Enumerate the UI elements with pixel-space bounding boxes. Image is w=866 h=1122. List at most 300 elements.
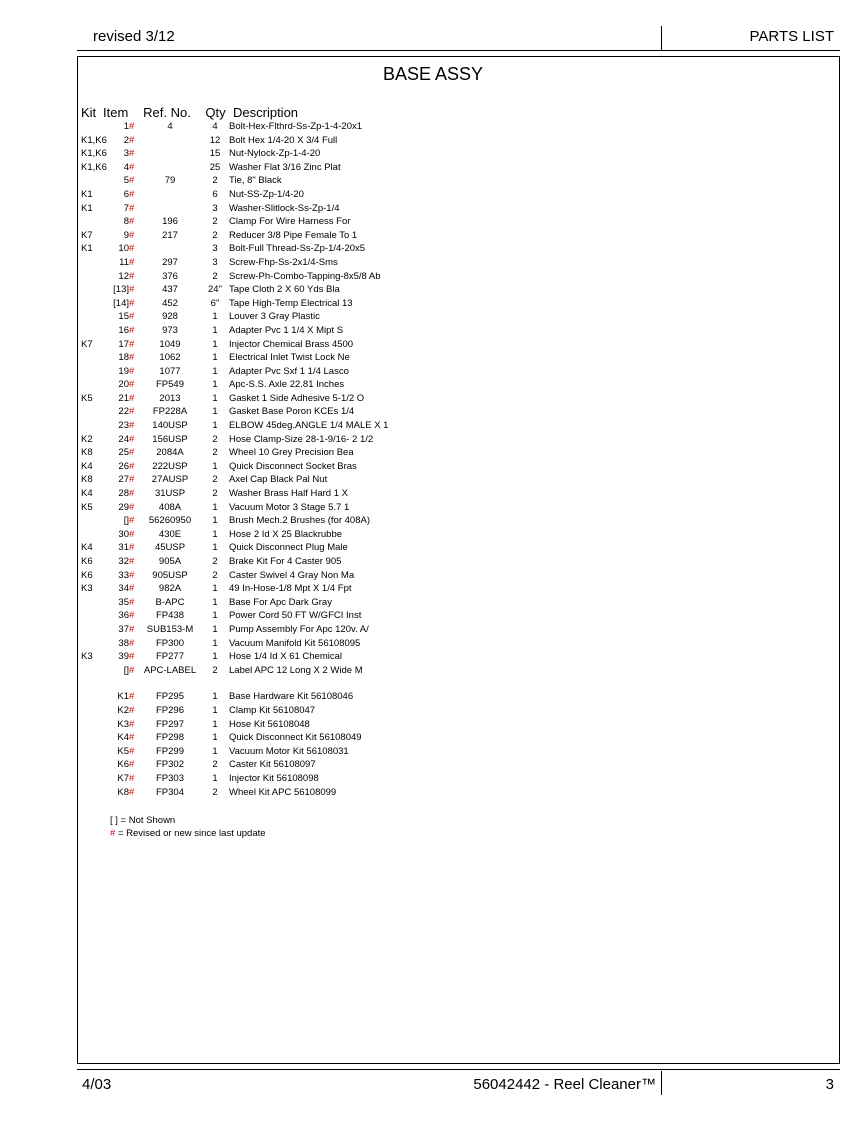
row-kit: K4: [81, 542, 93, 554]
row-ref: 217: [162, 229, 178, 241]
col-ref: Ref. No.: [143, 105, 191, 120]
table-row: [81, 256, 421, 270]
table-row: [81, 460, 421, 474]
row-ref: 430E: [158, 528, 182, 540]
table-row: [81, 405, 421, 419]
row-qty: 1: [212, 365, 218, 377]
row-kit: [81, 609, 108, 623]
row-item: 17: [118, 338, 129, 350]
row-qty: 2: [212, 474, 218, 486]
row-item: 28: [118, 488, 129, 500]
row-kit: [81, 637, 108, 651]
row-ref: [139, 134, 201, 148]
row-item: K7: [117, 772, 129, 784]
row-kit: K1,K6: [81, 161, 107, 173]
row-ref: FP303: [156, 772, 184, 784]
row-revised-mark: #: [129, 188, 135, 200]
row-qty: 1: [212, 732, 218, 744]
header-revised: revised 3/12: [93, 28, 175, 45]
table-row: [81, 514, 421, 528]
row-qty: 2: [212, 488, 218, 500]
row-revised-mark: #: [129, 229, 135, 241]
row-item: 31: [118, 542, 129, 554]
row-desc: Gasket 1 Side Adhesive 5-1/2 O: [229, 392, 365, 404]
row-ref: 196: [162, 216, 178, 228]
row-item: 12: [118, 270, 129, 282]
row-kit: [81, 256, 108, 270]
row-desc: Adapter Pvc Sxf 1 1/4 Lasco: [229, 365, 349, 377]
table-row: [81, 310, 421, 324]
row-ref: [139, 188, 201, 202]
row-qty: 2: [212, 175, 218, 187]
row-qty: 6: [212, 188, 218, 200]
col-kit: Kit: [81, 105, 97, 120]
row-item: 26: [118, 460, 129, 472]
row-item: 30: [118, 528, 129, 540]
row-revised-mark: #: [129, 134, 135, 146]
row-desc: Hose Clamp-Size 28-1-9/16- 2 1/2: [229, 433, 374, 445]
row-desc: Washer Flat 3/16 Zinc Plat: [229, 161, 341, 173]
table-row: [81, 378, 421, 392]
row-kit: [81, 324, 108, 338]
row-ref: FP304: [156, 786, 184, 798]
header-divider-v: [661, 26, 662, 50]
row-qty: 1: [212, 651, 218, 663]
row-kit: K1: [81, 202, 93, 214]
row-kit: [81, 786, 108, 800]
row-desc: Tape High-Temp Electrical 13: [229, 297, 353, 309]
row-kit: K2: [81, 433, 93, 445]
row-ref: 1077: [159, 365, 181, 377]
row-item: [13]: [113, 284, 129, 296]
row-ref: FP296: [156, 704, 184, 716]
row-ref: APC-LABEL: [143, 664, 197, 676]
row-ref: FP277: [156, 651, 184, 663]
row-revised-mark: #: [129, 460, 135, 472]
row-revised-mark: #: [129, 270, 135, 282]
row-kit: [81, 528, 108, 542]
row-revised-mark: #: [129, 515, 135, 527]
row-revised-mark: #: [129, 392, 135, 404]
row-ref: 973: [162, 324, 178, 336]
table-row: [81, 650, 421, 664]
row-qty: 1: [212, 420, 218, 432]
col-item: Item: [103, 105, 129, 120]
row-revised-mark: #: [129, 352, 135, 364]
row-qty: 1: [212, 596, 218, 608]
note-not-shown: [ ] = Not Shown: [110, 815, 176, 826]
row-revised-mark: #: [129, 243, 135, 255]
col-qty: Qty: [205, 105, 226, 120]
footer-rule: [77, 1069, 840, 1070]
row-revised-mark: #: [129, 542, 135, 554]
row-revised-mark: #: [129, 704, 135, 716]
row-revised-mark: #: [129, 474, 135, 486]
row-revised-mark: #: [129, 284, 135, 296]
row-ref: 452: [162, 297, 178, 309]
row-desc: Bolt-Full Thread-Ss-Zp-1/4-20x5: [229, 243, 366, 255]
kit-row: [81, 704, 421, 718]
row-revised-mark: #: [129, 433, 135, 445]
row-desc: Base For Apc Dark Gray: [229, 596, 332, 608]
row-revised-mark: #: [129, 488, 135, 500]
row-kit: [81, 419, 108, 433]
row-desc: Quick Disconnect Socket Bras: [229, 460, 357, 472]
table-row: [81, 664, 421, 678]
row-qty: 1: [212, 515, 218, 527]
row-desc: Quick Disconnect Kit 56108049: [229, 732, 362, 744]
row-qty: 1: [212, 324, 218, 336]
table-row: [81, 283, 421, 297]
table-row: [81, 473, 421, 487]
row-ref: [139, 242, 201, 256]
kit-row: [81, 758, 421, 772]
row-qty: 2: [212, 664, 218, 676]
row-ref: 905USP: [152, 569, 188, 581]
row-ref: 45USP: [154, 542, 186, 554]
row-ref: FP295: [156, 691, 184, 703]
row-revised-mark: #: [129, 338, 135, 350]
row-desc: Tape Cloth 2 X 60 Yds Bla: [229, 284, 340, 296]
row-desc: Apc-S.S. Axle 22.81 Inches: [229, 379, 345, 391]
footer-divider-v: [661, 1071, 662, 1095]
row-qty: 4: [212, 121, 218, 132]
row-ref: 79: [164, 175, 176, 187]
row-ref: SUB153-M: [146, 623, 194, 635]
row-kit: K8: [81, 447, 93, 459]
row-qty: 1: [212, 718, 218, 730]
table-row: [81, 487, 421, 501]
row-ref: 982A: [158, 583, 182, 595]
table-row: [81, 637, 421, 651]
row-revised-mark: #: [129, 786, 135, 798]
row-ref: 1062: [159, 352, 181, 364]
row-item: 18: [118, 352, 129, 364]
row-qty: 1: [212, 637, 218, 649]
row-desc: Axel Cap Black Pal Nut: [229, 474, 328, 486]
row-item: 22: [118, 406, 129, 418]
row-revised-mark: #: [129, 556, 135, 567]
row-ref: FP438: [156, 610, 184, 622]
row-revised-mark: #: [129, 447, 135, 459]
row-ref: FP549: [156, 379, 184, 391]
row-revised-mark: #: [129, 569, 135, 581]
row-item: K4: [117, 732, 129, 744]
row-ref: FP300: [156, 637, 184, 649]
table-row: [81, 324, 421, 338]
row-revised-mark: #: [129, 745, 135, 757]
row-revised-mark: #: [129, 202, 135, 214]
row-kit: [81, 514, 108, 528]
table-row: [81, 229, 421, 243]
table-row: [81, 623, 421, 637]
row-desc: Nut-Nylock-Zp-1-4-20: [229, 148, 321, 160]
col-desc: Description: [233, 105, 299, 120]
row-kit: [81, 405, 108, 419]
row-revised-mark: #: [129, 718, 135, 730]
row-desc: Brush Mech.2 Brushes (for 408A): [229, 515, 370, 527]
row-kit: K1: [81, 243, 93, 255]
row-item: K2: [117, 704, 129, 716]
row-ref: 928: [162, 311, 178, 323]
row-desc: Washer-Slitlock-Ss-Zp-1/4: [229, 202, 340, 214]
row-qty: 1: [212, 352, 218, 364]
page-title: BASE ASSY: [382, 64, 484, 84]
row-revised-mark: #: [129, 148, 135, 160]
row-revised-mark: #: [129, 324, 135, 336]
row-qty: 2: [212, 270, 218, 282]
row-ref: FP297: [156, 718, 184, 730]
row-ref: [139, 147, 201, 161]
row-desc: Quick Disconnect Plug Male: [229, 542, 348, 554]
row-ref: 222USP: [152, 460, 188, 472]
row-desc: Brake Kit For 4 Caster 905: [229, 556, 342, 567]
row-qty: 1: [212, 460, 218, 472]
row-ref: 27AUSP: [151, 474, 189, 486]
row-revised-mark: #: [129, 216, 135, 228]
table-row: [81, 161, 421, 175]
table-row: [81, 120, 421, 134]
row-item: 2: [123, 134, 129, 146]
table-row: [81, 569, 421, 583]
table-row: [81, 188, 421, 202]
row-kit: K6: [81, 569, 93, 581]
footer-page: 3: [825, 1076, 834, 1093]
row-revised-mark: #: [129, 623, 135, 635]
revised-text: = Revised or new since last update: [115, 827, 266, 839]
row-revised-mark: #: [129, 175, 135, 187]
row-desc: Tie, 8" Black: [229, 175, 282, 187]
row-revised-mark: #: [129, 297, 135, 309]
table-row: [81, 147, 421, 161]
row-ref: 140USP: [152, 420, 188, 432]
row-item: 37: [118, 623, 129, 635]
row-item: 38: [118, 637, 129, 649]
row-item: 7: [123, 202, 129, 214]
row-kit: K3: [81, 583, 93, 595]
row-item: [14]: [113, 297, 129, 309]
row-desc: Nut-SS-Zp-1/4-20: [229, 188, 304, 200]
row-qty: 1: [212, 528, 218, 540]
row-item: K8: [117, 786, 129, 798]
table-row: [81, 582, 421, 596]
row-desc: Hose 2 Id X 25 Blackrubbe: [229, 528, 343, 540]
table-header: [81, 103, 421, 120]
table-row: [81, 365, 421, 379]
row-revised-mark: #: [129, 637, 135, 649]
row-desc: Hose 1/4 Id X 61 Chemical: [229, 651, 343, 663]
row-qty: 12: [209, 134, 221, 146]
row-qty: 2: [212, 556, 218, 567]
row-revised-mark: #: [129, 596, 135, 608]
row-ref: 56260950: [148, 515, 192, 527]
row-desc: Injector Kit 56108098: [229, 772, 319, 784]
row-item: 23: [118, 420, 129, 432]
row-revised-mark: #: [129, 772, 135, 784]
row-kit: K7: [81, 229, 93, 241]
row-qty: 1: [212, 406, 218, 418]
row-item: 20: [118, 379, 129, 391]
row-kit: [81, 772, 108, 786]
table-row: [81, 596, 421, 610]
row-revised-mark: #: [129, 161, 135, 173]
row-desc: Label APC 12 Long X 2 Wide M: [229, 664, 363, 676]
row-desc: Electrical Inlet Twist Lock Ne: [229, 352, 350, 364]
row-qty: 2: [212, 569, 218, 581]
row-kit: K5: [81, 501, 93, 513]
row-revised-mark: #: [129, 501, 135, 513]
row-revised-mark: #: [129, 121, 135, 132]
row-qty: 3: [212, 256, 218, 268]
row-qty: 1: [212, 338, 218, 350]
row-desc: Louver 3 Gray Plastic: [229, 311, 320, 323]
row-kit: K8: [81, 474, 93, 486]
row-desc: Screw-Fhp-Ss-2x1/4-Sms: [229, 256, 338, 268]
row-qty: 15: [209, 148, 221, 160]
row-ref: 905A: [158, 556, 182, 567]
row-desc: 49 In-Hose-1/8 Mpt X 1/4 Fpt: [229, 583, 352, 595]
row-desc: Bolt-Hex-Flthrd-Ss-Zp-1-4-20x1: [229, 121, 363, 132]
row-item: 39: [118, 651, 129, 663]
table-row: [81, 419, 421, 433]
row-desc: Vacuum Motor Kit 56108031: [229, 745, 349, 757]
row-ref: FP299: [156, 745, 184, 757]
row-kit: K1: [81, 188, 93, 200]
row-kit: [81, 215, 108, 229]
row-qty: 24": [208, 284, 222, 296]
row-desc: Hose Kit 56108048: [229, 718, 310, 730]
row-qty: 2: [212, 433, 218, 445]
row-kit: [81, 731, 108, 745]
row-ref: FP298: [156, 732, 184, 744]
row-kit: [81, 365, 108, 379]
table-row: [81, 541, 421, 555]
row-item: 4: [123, 161, 129, 173]
row-item: 32: [118, 556, 129, 567]
row-qty: 1: [212, 772, 218, 784]
row-item: []: [123, 664, 129, 676]
row-item: 36: [118, 610, 129, 622]
row-kit: [81, 690, 108, 704]
row-qty: 25: [209, 161, 221, 173]
row-desc: Gasket Base Poron KCEs 1/4: [229, 406, 355, 418]
row-qty: 2: [212, 447, 218, 459]
table-row: [81, 270, 421, 284]
row-desc: Vacuum Motor 3 Stage 5.7 1: [229, 501, 350, 513]
row-ref: 4: [167, 121, 173, 132]
row-item: 24: [118, 433, 129, 445]
row-item: 27: [118, 474, 129, 486]
row-qty: 1: [212, 311, 218, 323]
row-qty: 2: [212, 786, 218, 798]
table-row: [81, 609, 421, 623]
row-kit: [81, 270, 108, 284]
row-kit: [81, 758, 108, 772]
row-qty: 3: [212, 243, 218, 255]
row-qty: 1: [212, 691, 218, 703]
row-item: 3: [123, 148, 129, 160]
row-qty: 2: [212, 216, 218, 228]
row-ref: FP228A: [152, 406, 188, 418]
row-desc: Wheel 10 Grey Precision Bea: [229, 447, 354, 459]
table-row: [81, 501, 421, 515]
row-desc: Caster Swivel 4 Gray Non Ma: [229, 569, 355, 581]
row-ref: [139, 202, 201, 216]
row-qty: 2: [212, 229, 218, 241]
row-item: 29: [118, 501, 129, 513]
row-item: K6: [117, 759, 129, 771]
header-section: PARTS LIST: [749, 28, 834, 45]
row-item: 11: [119, 256, 129, 268]
row-ref: FP302: [156, 759, 184, 771]
row-item: 1: [123, 121, 129, 132]
row-desc: Screw-Ph-Combo-Tapping-8x5/8 Ab: [229, 270, 381, 282]
row-revised-mark: #: [129, 311, 135, 323]
table-row: [81, 528, 421, 542]
table-row: [81, 215, 421, 229]
row-ref: 437: [162, 284, 178, 296]
row-revised-mark: #: [129, 583, 135, 595]
row-revised-mark: #: [129, 732, 135, 744]
row-ref: 2013: [159, 392, 181, 404]
row-qty: 6": [210, 297, 220, 309]
row-kit: [81, 596, 108, 610]
row-item: 21: [118, 392, 129, 404]
row-item: K3: [117, 718, 129, 730]
row-qty: 3: [212, 202, 218, 214]
row-revised-mark: #: [129, 651, 135, 663]
row-qty: 1: [212, 583, 218, 595]
row-item: 33: [118, 569, 129, 581]
kit-row: [81, 718, 421, 732]
row-item: 19: [118, 365, 129, 377]
row-kit: [81, 745, 108, 759]
table-row: [81, 433, 421, 447]
row-qty: 1: [212, 745, 218, 757]
footer-doc: 56042442 - Reel Cleaner™: [473, 1076, 656, 1093]
row-revised-mark: #: [129, 691, 135, 703]
row-kit: [81, 351, 108, 365]
revised-mark: #: [110, 827, 116, 839]
row-qty: 1: [212, 704, 218, 716]
parts-table: [81, 103, 421, 799]
row-ref: B-APC: [155, 596, 185, 608]
legend-notes: [110, 815, 266, 840]
row-qty: 2: [212, 759, 218, 771]
row-item: 25: [118, 447, 129, 459]
row-qty: 1: [212, 501, 218, 513]
footer-date: 4/03: [82, 1076, 112, 1093]
row-desc: Clamp Kit 56108047: [229, 704, 316, 716]
row-revised-mark: #: [129, 406, 135, 418]
row-kit: K6: [81, 556, 93, 567]
row-desc: Power Cord 50 FT W/GFCI Inst: [229, 610, 362, 622]
note-revised: [110, 828, 266, 841]
row-kit: [81, 297, 108, 311]
row-kit: [81, 704, 108, 718]
row-revised-mark: #: [129, 664, 135, 676]
table-row: [81, 174, 421, 188]
row-desc: Adapter Pvc 1 1/4 X Mipt S: [229, 324, 344, 336]
row-ref: 376: [162, 270, 178, 282]
row-desc: Clamp For Wire Harness For: [229, 216, 351, 228]
row-desc: Vacuum Manifold Kit 56108095: [229, 637, 361, 649]
table-row: [81, 297, 421, 311]
row-desc: Base Hardware Kit 56108046: [229, 691, 354, 703]
row-revised-mark: #: [129, 365, 135, 377]
row-item: K5: [117, 745, 129, 757]
row-item: 8: [123, 216, 129, 228]
